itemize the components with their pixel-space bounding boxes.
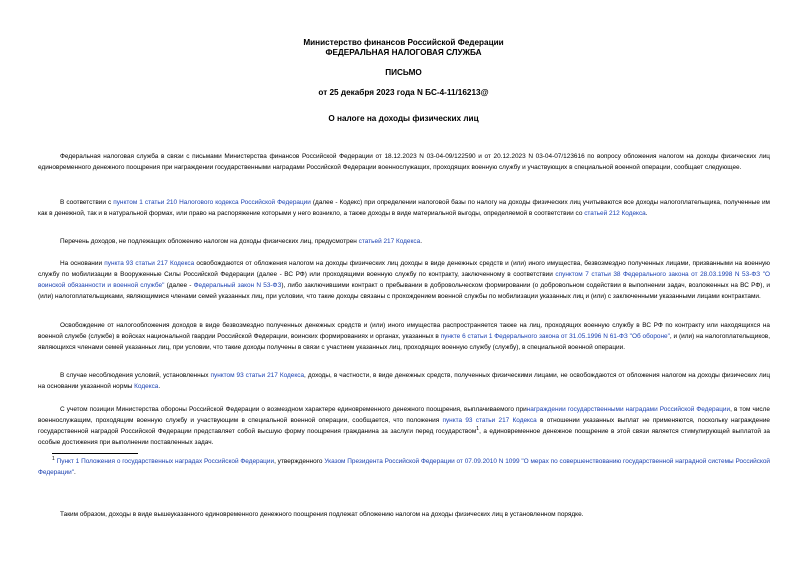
document-type: ПИСЬМО [385, 68, 422, 77]
paragraph-text: На основании [60, 260, 105, 267]
paragraph-text: Освобождение от налогообложения доходов в виде безвозмездно полученных денежных средств и (или) иного имущества распространяется также на лиц, проходящих военную службу в ВС РФ по контракту или находящихся на военной службе (службе) в войсках национальной гвардии Российской Федерации, воинских формированиях и органах, указанных в [38, 322, 770, 341]
paragraph-text: , в том числе военнослужащим, проходящим военную службу и участвующим в специальной военной операции, сообщается, что положения [38, 406, 770, 425]
paragraph-text: . [645, 210, 648, 218]
paragraph-text: , а единовременное денежное поощрение в этой связи является стимулирующей выплатой за особые достижения при выполнении поставленных задач. [38, 428, 770, 447]
paragraph-tax-base [38, 197, 770, 219]
link-law-53-fz[interactable]: Федеральный закон N 53-ФЗ [193, 282, 282, 290]
paragraph-text: ), либо заключившими контракт о пребывании в добровольческом формировании (о добровольном содействии в выполнении задач, возложенных на ВС РФ), и (или) налогоплательщиками, являющимися членами семей указанных лиц, при условии, что такие доходы связаны с прохождением военной службы по мобилизации указанных лиц и (или) с заключенными указанными лицами контрактами. [38, 282, 770, 301]
link-law-53-fz-art-38[interactable]: спунктом 7 статьи 38 Федерального закона от 28.03.1998 N 53-ФЗ "О воинской обязанности и военной службе" [38, 271, 770, 290]
paragraph-text: , доходы, в частности, в виде денежных средств, полученных физическими лицами, не освобождаются от обложения налогом на доходы физических лиц на основании указанной нормы [38, 372, 771, 391]
link-code[interactable]: Кодекса [134, 383, 159, 391]
footnote-number: 1 [52, 455, 55, 462]
paragraph-state-awards [38, 404, 770, 448]
paragraph-text: освобождаются от обложения налогом на доходы физических лиц доходы в виде денежных средств и (или) иного имущества, безвозмездно полученных лицами, призванными на военную службу по мобилизации в Вооруженные Силы Российской Федерации (далее - ВС РФ) или проходящими военную службу по контракту, заключенному в соответствии [38, 260, 770, 279]
paragraph-text: (далее - Кодекс) при определении налоговой базы по налогу на доходы физических лиц учитываются все доходы налогоплательщика, полученные им как в денежной, так и в натуральной формах, или право на распоряжение которыми у него возникло, а также доходы в виде материальной выгоды, определяемой в соответствии со [38, 199, 770, 218]
link-article-217-p93[interactable]: пунктом 93 статьи 217 Кодекса [210, 372, 305, 379]
link-article-210[interactable]: пунктом 1 статьи 210 Налогового кодекса Российской Федерации [113, 199, 311, 206]
paragraph-non-compliance [38, 370, 770, 392]
link-article-212[interactable]: статьей 212 Кодекса [584, 210, 646, 218]
service-heading: ФЕДЕРАЛЬНАЯ НАЛОГОВАЯ СЛУЖБА [325, 48, 482, 57]
paragraph-exemption-scope [38, 320, 770, 353]
link-state-awards[interactable]: награждении государственными наградами Российской Федерации [526, 406, 731, 413]
footnote-text: , утвержденного [274, 458, 325, 465]
footnote-reference[interactable]: 1 [476, 426, 480, 433]
paragraph-exempt-list [38, 236, 770, 247]
paragraph-text: В соответствии с [60, 199, 114, 206]
paragraph-text: Таким образом, доходы в виде вышеуказанного единовременного денежного поощрения подлежат обложению налогом на доходы физических лиц в установленном порядке. [60, 511, 584, 518]
link-presidential-decree-1099[interactable]: Указом Президента Российской Федерации от 07.09.2010 N 1099 "О мерах по совершенствованию государственной наградной системы Российской Федерации" [38, 458, 771, 477]
link-law-61-fz[interactable]: пункте 6 статьи 1 Федерального закона от 31.05.1996 N 61-ФЗ "Об обороне" [440, 333, 670, 341]
link-article-217-p93[interactable]: пункта 93 статьи 217 Кодекса [442, 417, 537, 425]
footnote [38, 456, 770, 478]
ministry-heading: Министерство финансов Российской Федерации [303, 38, 504, 47]
footnote-divider [52, 453, 138, 454]
paragraph-text: В случае несоблюдения условий, установленных [60, 372, 211, 379]
paragraph-text: , и (или) на налогоплательщиков, являющихся членами семей указанных лиц, при условии, что такие доходы получены в связи с участием указанных лиц, проходящих военную службу (службу), в специальной военной операции. [38, 333, 770, 352]
document-date-number: от 25 декабря 2023 года N БС-4-11/16213@ [318, 88, 489, 97]
paragraph-text: Федеральная налоговая служба в связи с письмами Министерства финансов Российской Федерации от 18.12.2023 N 03-04-09/122590 и от 20.12.2023 N 03-04-07/123616 по вопросу обложения налогом на доходы физических лиц единовременного денежного поощрения при награждении государственными наградами Российской Федерации военнослужащих, проходящих военную службу и участвующих в специальной военной операции, сообщает следующее. [38, 153, 770, 172]
footnote-text: . [74, 469, 76, 477]
paragraph-text: . [158, 383, 161, 391]
link-awards-regulation[interactable]: Пункт 1 Положения о государственных наградах Российской Федерации [56, 458, 275, 465]
paragraph-text: Перечень доходов, не подлежащих обложению налогом на доходы физических лиц, предусмотрен [60, 238, 359, 245]
paragraph-intro [38, 151, 770, 173]
paragraph-text: в отношении указанных выплат не применяются, поскольку награждение государственной наградой Российской Федерации представляет собой высшую форму поощрения гражданина за заслуги перед государством [38, 417, 770, 436]
paragraph-text: (далее - [164, 282, 194, 290]
paragraph-text: . [420, 238, 422, 245]
link-article-217-p93[interactable]: пункта 93 статьи 217 Кодекса [104, 260, 195, 267]
paragraph-conclusion [38, 509, 770, 520]
paragraph-article-217-p93 [38, 258, 770, 302]
paragraph-text: С учетом позиции Министерства обороны Российской Федерации о возмездном характере единовременного денежного поощрения, выплачиваемого при [60, 406, 527, 413]
document-subject: О налоге на доходы физических лиц [328, 114, 479, 123]
link-article-217[interactable]: статьей 217 Кодекса [358, 238, 421, 245]
